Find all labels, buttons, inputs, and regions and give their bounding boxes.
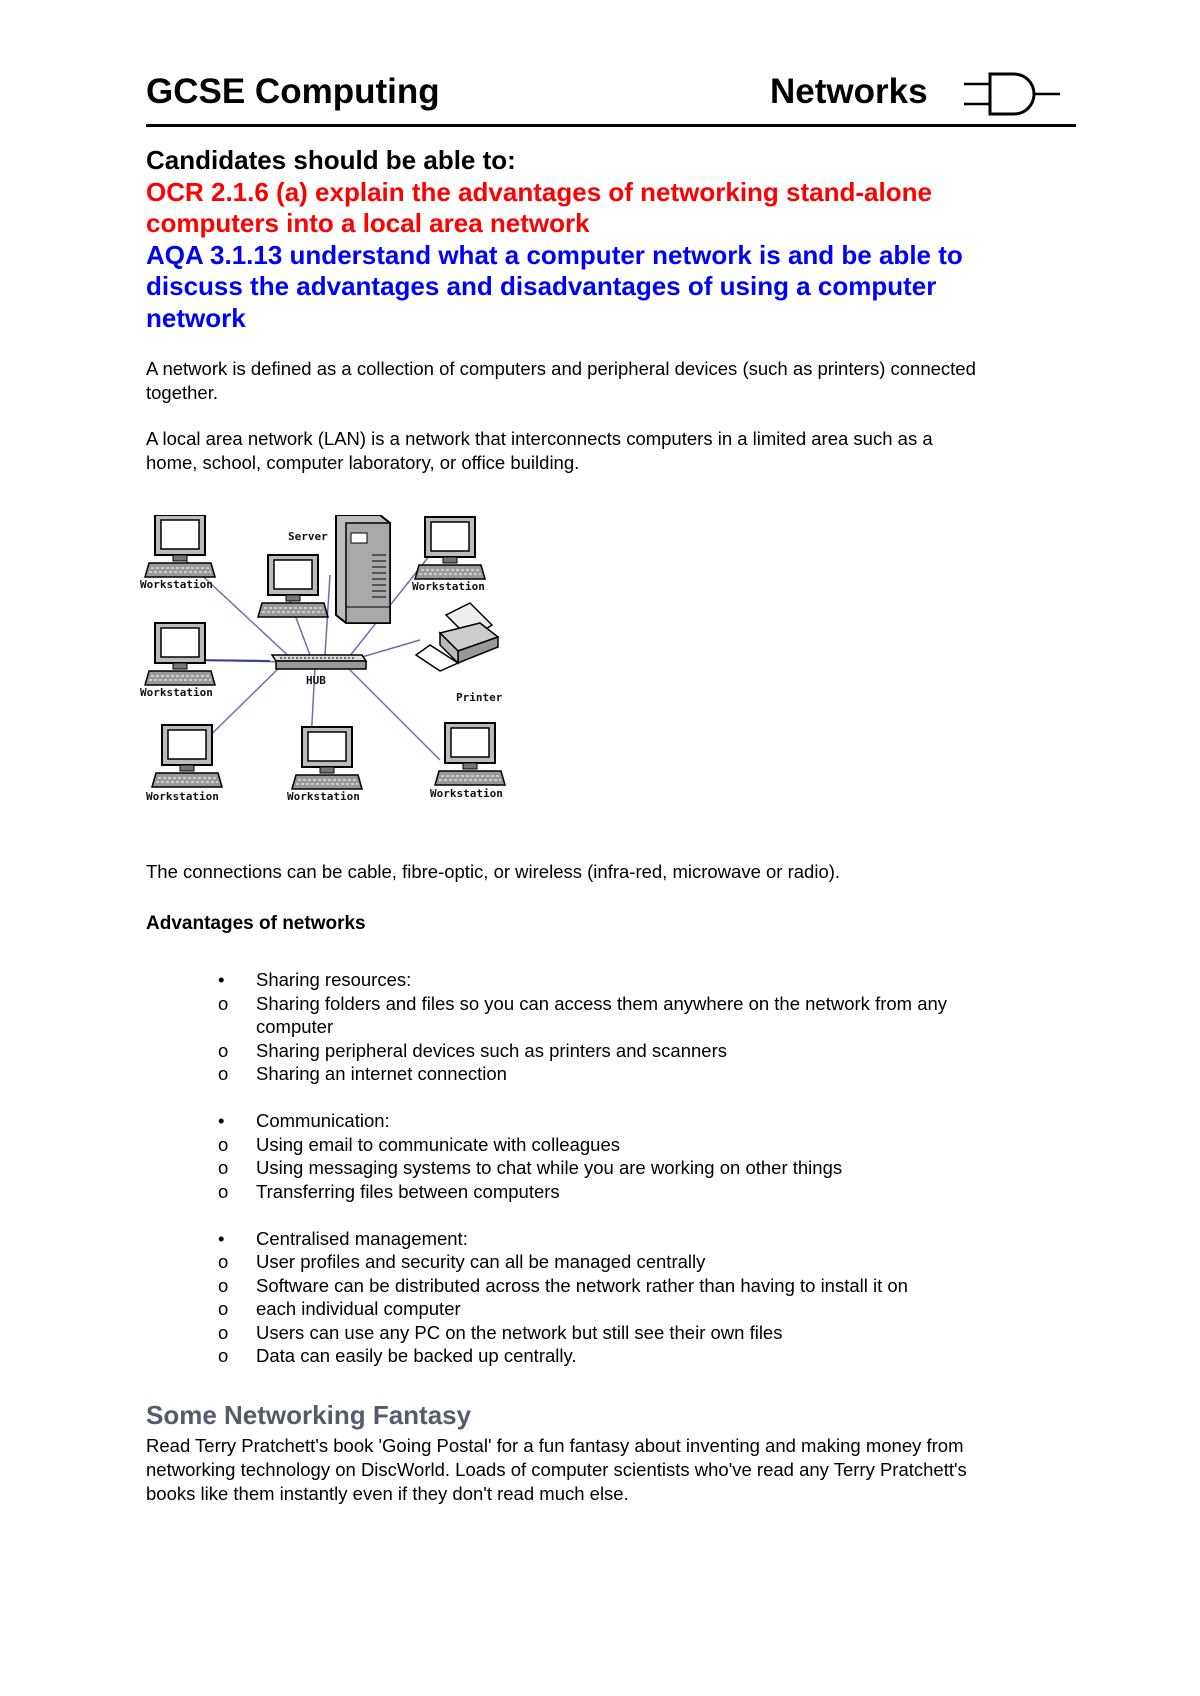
workstation-label-2: Workstation <box>412 580 485 593</box>
sub-marker: o <box>218 1133 229 1155</box>
sub-marker: o <box>218 992 229 1014</box>
workstation-bottom-left <box>152 725 222 787</box>
sub-marker: o <box>218 1063 229 1084</box>
lan-definition <box>146 427 1066 475</box>
page-header <box>146 68 1076 128</box>
fantasy-text <box>146 1434 1066 1506</box>
bullet-marker: • <box>218 1227 225 1249</box>
lan-definition-line-2: home, school, computer laboratory, or office building. <box>146 452 580 473</box>
group-heading: Communication: <box>256 1110 390 1131</box>
workstation-top-right <box>415 517 485 579</box>
list-item: Sharing folders and files so you can access them anywhere on the network from any <box>256 992 948 1014</box>
lan-definition-line-1: A local area network (LAN) is a network that interconnects computers in a limited area such as a <box>146 428 933 449</box>
workstation-label-3: Workstation <box>140 686 213 699</box>
sub-marker: o <box>218 1251 229 1272</box>
hub-label: HUB <box>306 674 326 687</box>
learning-objectives <box>146 145 1046 334</box>
sub-marker: o <box>218 1321 229 1343</box>
list-item: Transferring files between computers <box>256 1180 560 1202</box>
printer-label: Printer <box>456 691 503 704</box>
printer-device <box>416 603 498 671</box>
advantage-group-management <box>146 1227 1066 1368</box>
header-divider <box>146 124 1076 127</box>
topic-title: Networks <box>770 72 928 111</box>
hub-device <box>272 655 366 669</box>
network-definition <box>146 357 1066 405</box>
server-label: Server <box>288 530 328 543</box>
list-item: Using messaging systems to chat while you are working on other things <box>256 1157 843 1178</box>
fantasy-heading: Some Networking Fantasy <box>146 1400 472 1430</box>
group-heading: Centralised management: <box>256 1227 468 1249</box>
workstation-label-1: Workstation <box>140 578 213 591</box>
ocr-objective-line-2: computers into a local area network <box>146 208 590 238</box>
aqa-objective-line-3: network <box>146 302 246 333</box>
list-item: Users can use any PC on the network but still see their own files <box>256 1321 783 1343</box>
bullet-marker: • <box>218 969 225 990</box>
workstation-middle-left <box>145 623 215 685</box>
bullet-marker: • <box>218 1110 225 1131</box>
list-item: Using email to communicate with colleagues <box>256 1133 621 1155</box>
network-definition-line-2: together. <box>146 382 219 403</box>
fantasy-line-3: books like them instantly even if they don't read much else. <box>146 1483 629 1504</box>
fantasy-line-2: networking technology on DiscWorld. Loads of computer scientists who've read any Terry Pratchett's <box>146 1459 967 1480</box>
advantages-list <box>146 968 1066 1391</box>
list-item: each individual computer <box>256 1298 461 1319</box>
logic-gate-icon <box>964 70 1076 118</box>
aqa-objective-line-2: discuss the advantages and disadvantages of using a computer <box>146 271 937 301</box>
sub-marker: o <box>218 1298 229 1319</box>
lan-diagram <box>140 515 530 835</box>
workstation-top-left <box>145 515 215 577</box>
course-title: GCSE Computing <box>146 72 440 111</box>
ocr-objective-line-1: OCR 2.1.6 (a) explain the advantages of networking stand-alone <box>146 176 932 207</box>
advantage-group-communication <box>146 1109 1066 1203</box>
workstation-label-4: Workstation <box>146 790 219 803</box>
workstation-bottom-center <box>292 727 362 789</box>
workstation-label-5: Workstation <box>287 790 360 803</box>
fantasy-line-1: Read Terry Pratchett's book 'Going Postal' for a fun fantasy about inventing and making money from <box>146 1435 964 1456</box>
sub-marker: o <box>218 1039 229 1061</box>
list-item: Software can be distributed across the network rather than having to install it on <box>256 1274 908 1296</box>
group-heading: Sharing resources: <box>256 969 412 990</box>
list-item-continued: computer <box>256 1016 334 1037</box>
workstation-near-server <box>258 555 328 617</box>
server-tower <box>336 515 390 623</box>
sub-marker: o <box>218 1157 229 1178</box>
list-item: User profiles and security can all be managed centrally <box>256 1251 706 1272</box>
list-item: Sharing peripheral devices such as printers and scanners <box>256 1039 727 1061</box>
objectives-intro: Candidates should be able to: <box>146 145 516 175</box>
network-definition-line-1: A network is defined as a collection of computers and peripheral devices (such as printers) connected <box>146 358 976 379</box>
advantages-heading: Advantages of networks <box>146 913 366 934</box>
sub-marker: o <box>218 1180 229 1202</box>
connections-text: The connections can be cable, fibre-optic, or wireless (infra-red, microwave or radio). <box>146 861 841 882</box>
list-item: Sharing an internet connection <box>256 1063 507 1084</box>
workstation-bottom-right <box>435 723 505 785</box>
list-item: Data can easily be backed up centrally. <box>256 1345 577 1366</box>
advantage-group-sharing <box>146 968 1066 1086</box>
workstation-label-6: Workstation <box>430 787 503 800</box>
sub-marker: o <box>218 1274 229 1296</box>
aqa-objective-line-1: AQA 3.1.13 understand what a computer network is and be able to <box>146 239 963 270</box>
sub-marker: o <box>218 1345 229 1366</box>
